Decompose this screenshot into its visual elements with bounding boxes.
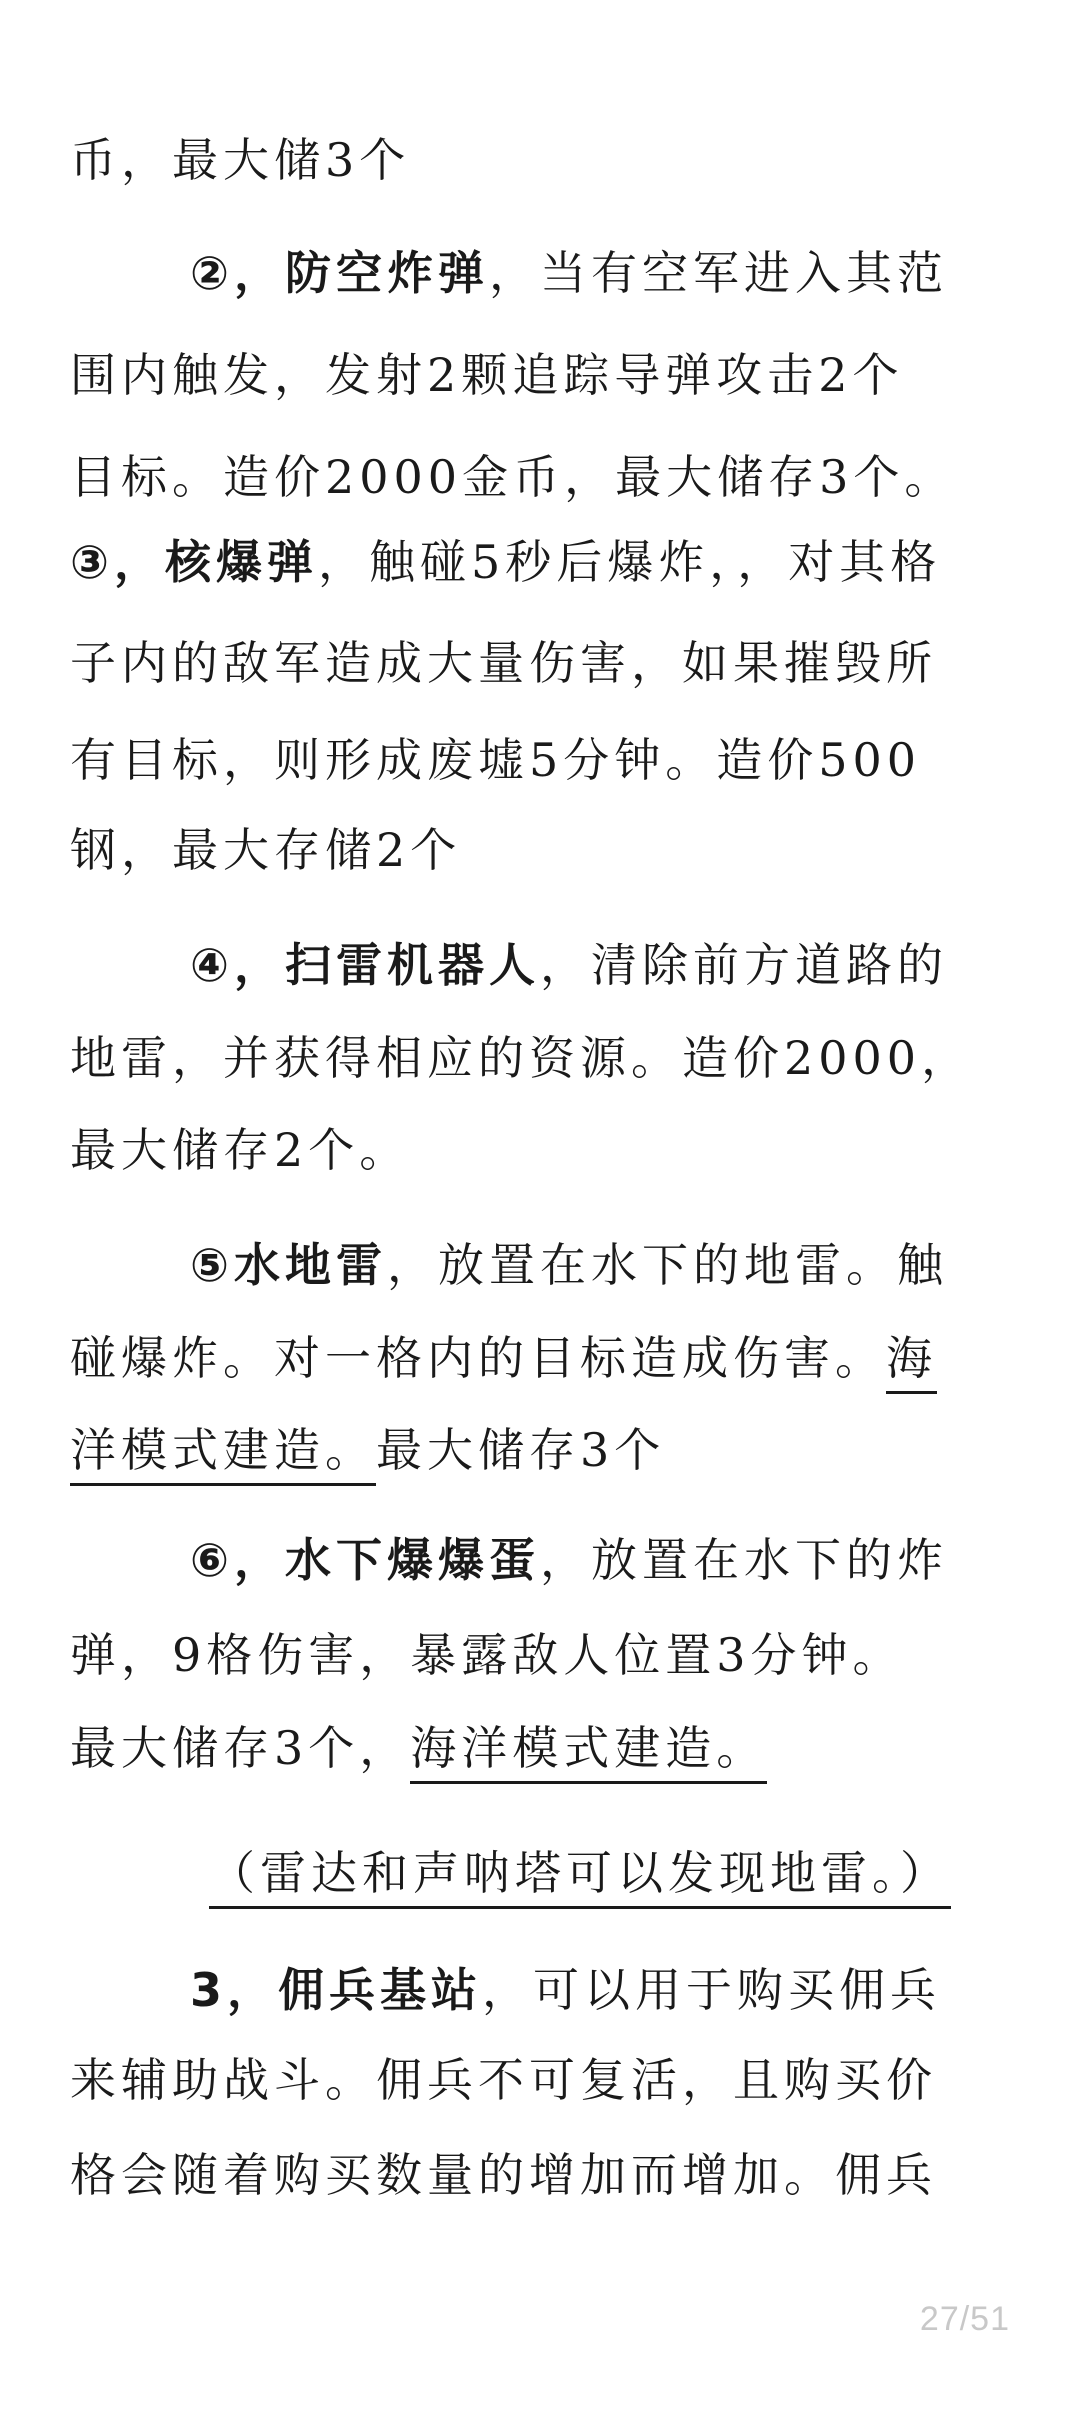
line-text: 最大储存3个 xyxy=(376,1423,666,1477)
text-line xyxy=(70,1718,1010,1778)
line-text: 钢，最大存储2个 xyxy=(70,823,462,877)
line-text: 碰爆炸。对一格内的目标造成伤害。 xyxy=(70,1331,886,1385)
line-text: 最大储存3个， xyxy=(70,1721,411,1775)
text-line xyxy=(190,1235,1010,1295)
text-line xyxy=(190,1960,1010,2020)
underlined-text: 海 xyxy=(886,1331,937,1394)
heading-anti-air-bomb: ②，防空炸弹 xyxy=(190,246,489,300)
line-text: 最大储存2个。 xyxy=(70,1123,411,1177)
text-line xyxy=(70,820,1010,880)
line-text: 来辅助战斗。佣兵不可复活，且购买价 xyxy=(70,2053,937,2107)
line-text: ，放置在水下的地雷。触 xyxy=(386,1238,948,1292)
line-text: 币，最大储3个 xyxy=(70,133,411,187)
line-text: ，可以用于购买佣兵 xyxy=(482,1963,942,2017)
text-line xyxy=(190,1530,1010,1590)
heading-nuke-bomb: ③，核爆弹 xyxy=(70,535,318,589)
heading-minesweeper-robot: ④，扫雷机器人 xyxy=(190,938,540,992)
line-text: ，清除前方道路的 xyxy=(539,938,948,992)
line-text: 子内的敌军造成大量伤害，如果摧毁所 xyxy=(70,636,937,690)
underlined-note: （雷达和声呐塔可以发现地雷。） xyxy=(209,1846,951,1909)
line-text: 目标。造价2000金币，最大储存3个。 xyxy=(70,450,956,504)
text-line xyxy=(190,243,1010,303)
text-line xyxy=(70,130,1010,190)
text-line xyxy=(70,532,1010,592)
line-text: ，当有空军进入其范 xyxy=(488,246,948,300)
text-line xyxy=(70,345,1010,405)
text-line xyxy=(70,1328,1010,1388)
text-line xyxy=(170,1843,990,1903)
page-indicator: 27/51 xyxy=(919,2300,1010,2338)
text-line xyxy=(70,2050,1010,2110)
line-text: ，放置在水下的炸 xyxy=(539,1533,948,1587)
line-text: 围内触发，发射2颗追踪导弹攻击2个 xyxy=(70,348,904,402)
text-line xyxy=(70,1420,1010,1480)
text-line xyxy=(70,1028,1010,1088)
heading-mercenary-station: 3，佣兵基站 xyxy=(190,1963,483,2017)
text-line xyxy=(70,2145,1010,2205)
heading-underwater-bomb: ⑥，水下爆爆蛋 xyxy=(190,1533,540,1587)
underlined-text: 海洋模式建造。 xyxy=(410,1721,767,1784)
text-line xyxy=(190,935,1010,995)
line-text: 格会随着购买数量的增加而增加。佣兵 xyxy=(70,2148,937,2202)
text-line xyxy=(70,447,1010,507)
line-text: 弹，9格伤害，暴露敌人位置3分钟。 xyxy=(70,1628,904,1682)
line-text: 地雷，并获得相应的资源。造价2000， xyxy=(70,1031,973,1085)
text-line xyxy=(70,633,1010,693)
text-line xyxy=(70,1120,1010,1180)
text-line xyxy=(70,1625,1010,1685)
heading-water-mine: ⑤水地雷 xyxy=(190,1238,387,1292)
line-text: 有目标，则形成废墟5分钟。造价500 xyxy=(70,733,922,787)
text-line xyxy=(70,730,1010,790)
underlined-text: 洋模式建造。 xyxy=(70,1423,376,1486)
line-text: ，触碰5秒后爆炸，，对其格 xyxy=(317,535,942,589)
